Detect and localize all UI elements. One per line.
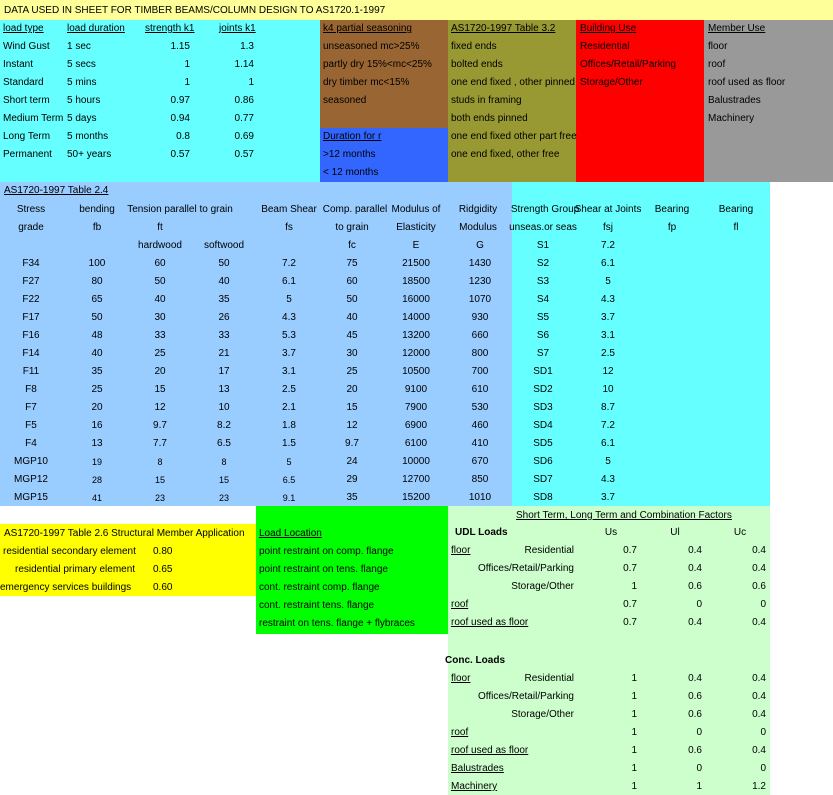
- application-factor: 0.80: [153, 546, 173, 557]
- table24-value: 6100: [404, 438, 428, 449]
- load-type-name: Standard: [3, 77, 44, 88]
- table24-value: 65: [91, 294, 103, 305]
- table24-value: 3.1: [282, 366, 296, 377]
- joints-k1: 1.3: [240, 41, 254, 52]
- table24-value: 1430: [468, 258, 492, 269]
- table24-value: 2.1: [282, 402, 296, 413]
- table24-value: 12700: [402, 474, 430, 485]
- table24-value: 75: [346, 258, 358, 269]
- strength-group: S3: [536, 276, 550, 287]
- conc-loads-title: Conc. Loads: [445, 655, 506, 666]
- duration-item: < 12 months: [323, 167, 379, 178]
- factor-member: Balustrades: [451, 763, 504, 774]
- stress-grade: F11: [22, 366, 40, 377]
- table24-value: 15: [346, 402, 358, 413]
- table24-subheader: to grain: [335, 222, 369, 233]
- table24-value: 23: [154, 493, 165, 503]
- factor-member: roof: [451, 599, 469, 610]
- factor-use: Storage/Other: [511, 581, 574, 592]
- fsj-value: 12: [602, 366, 614, 377]
- fsj-value: 3.7: [601, 312, 615, 323]
- table24-value: 16: [91, 420, 103, 431]
- table24-header: Comp. parallel: [322, 204, 388, 215]
- table24-value: 6.5: [217, 438, 231, 449]
- table24-value: 20: [346, 384, 358, 395]
- factor-us: 1: [631, 727, 637, 738]
- k4-item: dry timber mc<15%: [323, 77, 410, 88]
- k4-panel: [320, 20, 448, 128]
- table24-value: 7900: [404, 402, 428, 413]
- stress-grade: F4: [25, 438, 37, 449]
- load-type-name: Permanent: [3, 149, 52, 160]
- factor-use: Offices/Retail/Parking: [478, 563, 574, 574]
- k4-item: seasoned: [323, 95, 367, 106]
- strength-k1: 1: [184, 59, 190, 70]
- strength-group: SD8: [533, 492, 553, 503]
- table24-value: 26: [218, 312, 230, 323]
- strength-k1: 0.97: [170, 95, 190, 106]
- factor-us: 1: [631, 781, 637, 792]
- strength-group: SD7: [533, 474, 553, 485]
- table24-subheader: ft: [157, 222, 163, 233]
- load-type-name: Medium Term: [3, 113, 64, 124]
- fsj-value: 7.2: [601, 420, 615, 431]
- factor-ul: 0.4: [688, 545, 702, 556]
- table24-value: 6.1: [282, 276, 296, 287]
- table24-value: 17: [218, 366, 230, 377]
- factor-uc: 0.4: [752, 617, 766, 628]
- member-application: emergency services buildings: [0, 582, 132, 593]
- table24-value: 50: [218, 258, 230, 269]
- fsj-value: 3.7: [601, 492, 615, 503]
- member-use-item: floor: [708, 41, 728, 52]
- fsj-value: 10: [602, 384, 614, 395]
- member-use-item: roof: [708, 59, 726, 70]
- table24-subheader: grade: [18, 222, 44, 233]
- table24-value: 7.7: [153, 438, 167, 449]
- k4-item: unseasoned mc>25%: [323, 41, 420, 52]
- factor-member: Machinery: [451, 781, 498, 792]
- load-location-item: point restraint on tens. flange: [259, 564, 388, 575]
- table32-item: studs in framing: [451, 95, 522, 106]
- table24-value: 40: [154, 294, 166, 305]
- joints-k1: 1: [248, 77, 254, 88]
- table24-header: Ridgidity: [458, 204, 498, 215]
- table24-value: 7.2: [282, 258, 296, 269]
- table24-value: 30: [154, 312, 166, 323]
- factor-uc: 0.4: [752, 563, 766, 574]
- load-duration: 5 days: [67, 113, 97, 124]
- factor-us: 0.7: [623, 545, 637, 556]
- load-location-item: cont. restraint tens. flange: [259, 600, 375, 611]
- table24-value: 21500: [402, 258, 430, 269]
- strength-group: SD1: [533, 366, 553, 377]
- table24-header: Strength Group: [510, 204, 580, 215]
- stress-grade: MGP15: [14, 492, 48, 503]
- table24-header: Stress: [16, 204, 46, 215]
- table24-value: 15200: [402, 492, 430, 503]
- factor-us: 0.7: [623, 617, 637, 628]
- table24-value: 35: [218, 294, 230, 305]
- stress-grade: F7: [25, 402, 37, 413]
- table24-subheader: hardwood: [138, 240, 182, 251]
- table24-value: 15: [218, 475, 229, 485]
- duration-header: Duration for r: [323, 131, 382, 142]
- load-type-name: Long Term: [3, 131, 51, 142]
- table24-value: 48: [91, 330, 103, 341]
- factor-ul: 0.4: [688, 563, 702, 574]
- strength-group: SD4: [533, 420, 553, 431]
- table24-value: 29: [346, 474, 358, 485]
- table24-value: 18500: [402, 276, 430, 287]
- table24-value: 33: [218, 330, 230, 341]
- load-location-item: cont. restraint comp. flange: [259, 582, 380, 593]
- table24-value: 9100: [404, 384, 428, 395]
- building-use-item: Offices/Retail/Parking: [580, 59, 676, 70]
- factor-uc: 0.4: [752, 745, 766, 756]
- strength-group: SD3: [533, 402, 553, 413]
- load-type-name: Wind Gust: [3, 41, 50, 52]
- factor-ul: 0: [696, 763, 702, 774]
- building-use-item: Storage/Other: [580, 77, 643, 88]
- table24-value: 30: [346, 348, 358, 359]
- fsj-value: 4.3: [601, 474, 615, 485]
- table24-value: 25: [346, 366, 358, 377]
- table24-header: bending: [79, 204, 115, 215]
- table24-value: 16000: [402, 294, 430, 305]
- strength-group: S2: [536, 258, 550, 269]
- table24-value: 13: [218, 384, 230, 395]
- joints-k1: 0.69: [234, 131, 254, 142]
- stress-grade: MGP12: [14, 474, 48, 485]
- k4-header: k4 partial seasoning: [323, 23, 412, 34]
- stress-grade: F8: [25, 384, 37, 395]
- table24-value: 21: [218, 348, 230, 359]
- factor-uc: 0.4: [752, 673, 766, 684]
- load-type-header: load type: [3, 23, 44, 34]
- stress-grade: MGP10: [14, 456, 48, 467]
- member-use-item: Machinery: [708, 113, 755, 124]
- table24-value: 1.8: [282, 420, 296, 431]
- application-factor: 0.60: [153, 582, 173, 593]
- table24-value: 10: [218, 402, 230, 413]
- member-use-item: roof used as floor: [708, 77, 786, 88]
- table24-value: 40: [346, 312, 358, 323]
- table24-value: 700: [471, 366, 489, 377]
- table24-value: 23: [218, 493, 229, 503]
- table24-subheader: E: [412, 240, 420, 251]
- table24-value: 5: [286, 294, 292, 305]
- table24-subheader: fs: [285, 222, 293, 233]
- table24-value: 15: [154, 384, 166, 395]
- factor-ul: 0.4: [688, 617, 702, 628]
- table24-value: 530: [471, 402, 489, 413]
- table24-value: 25: [154, 348, 166, 359]
- udl-loads-title: UDL Loads: [455, 527, 508, 538]
- table24-value: 19: [91, 457, 102, 467]
- strength-group: S7: [536, 348, 550, 359]
- table24-value: 1010: [468, 492, 492, 503]
- table24-value: 20: [154, 366, 166, 377]
- table32-item: both ends pinned: [451, 113, 528, 124]
- fsj-value: 4.3: [601, 294, 615, 305]
- table32-item: one end fixed , other pinned: [451, 77, 575, 88]
- member-use-item: Balustrades: [708, 95, 761, 106]
- factor-use: Offices/Retail/Parking: [478, 691, 574, 702]
- table24-value: 2.5: [282, 384, 296, 395]
- table24-subheader: fp: [667, 222, 677, 233]
- table24-value: 41: [91, 493, 102, 503]
- load-type-header: joints k1: [219, 23, 256, 34]
- table24-value: 4.3: [282, 312, 296, 323]
- joints-k1: 1.14: [234, 59, 254, 70]
- table24-value: 40: [218, 276, 230, 287]
- table32-item: one end fixed, other free: [451, 149, 560, 160]
- sheet-title: DATA USED IN SHEET FOR TIMBER BEAMS/COLUMN DESIGN TO AS1720.1-1997: [4, 5, 386, 16]
- table24-value: 28: [91, 475, 102, 485]
- factor-us: 1: [631, 691, 637, 702]
- table24-value: 13200: [402, 330, 430, 341]
- joints-k1: 0.57: [234, 149, 254, 160]
- joints-k1: 0.77: [234, 113, 254, 124]
- table24-subheader: G: [476, 240, 484, 251]
- factor-ul: 0.6: [688, 691, 702, 702]
- table24-value: 80: [91, 276, 103, 287]
- table32-item: one end fixed other part free: [451, 131, 577, 142]
- load-type-name: Short term: [3, 95, 50, 106]
- table24-subheader: softwood: [203, 240, 245, 251]
- factor-ul: 0.6: [688, 581, 702, 592]
- joints-k1: 0.86: [234, 95, 254, 106]
- table24-subheader: Modulus: [459, 222, 497, 233]
- load-duration: 5 months: [67, 131, 109, 142]
- factor-uc: 0: [760, 763, 766, 774]
- strength-k1: 0.94: [170, 113, 190, 124]
- fsj-value: 5: [605, 456, 611, 467]
- factor-us: 1: [631, 745, 637, 756]
- table24-value: 6900: [404, 420, 428, 431]
- table24-header: Beam Shear: [261, 204, 317, 215]
- factor-member: roof: [451, 727, 469, 738]
- load-location-header: Load Location: [259, 528, 322, 539]
- stress-grade: F16: [22, 330, 40, 341]
- factor-ul: 0: [696, 599, 702, 610]
- k4-item: partly dry 15%<mc<25%: [323, 59, 432, 70]
- factor-use: Residential: [524, 545, 574, 556]
- stress-grade: F17: [22, 312, 40, 323]
- fsj-value: 6.1: [601, 438, 615, 449]
- table24-value: 24: [346, 456, 358, 467]
- stress-grade: F34: [22, 258, 40, 269]
- factor-uc: 0.4: [752, 691, 766, 702]
- factor-uc: 1.2: [752, 781, 766, 792]
- table24-value: 660: [471, 330, 489, 341]
- table24-value: 50: [91, 312, 103, 323]
- table24-value: 14000: [402, 312, 430, 323]
- factors-title: Short Term, Long Term and Combination Factors: [516, 510, 732, 521]
- table24-value: 670: [471, 456, 489, 467]
- stress-grade: F22: [22, 294, 40, 305]
- factor-use: Residential: [524, 673, 574, 684]
- table24-value: 60: [154, 258, 166, 269]
- fsj-value: 8.7: [601, 402, 615, 413]
- table24-value: 1070: [468, 294, 492, 305]
- load-type-name: Instant: [3, 59, 34, 70]
- table24-subheader: fl: [733, 222, 739, 233]
- table24-value: 3.7: [282, 348, 296, 359]
- table24-header: Shear at Joints: [574, 204, 642, 215]
- table24-value: 33: [154, 330, 166, 341]
- table26-title: AS1720-1997 Table 2.6 Structural Member Application: [4, 528, 245, 539]
- member-application: residential primary element: [15, 564, 136, 575]
- load-location-item: restraint on tens. flange + flybraces: [259, 618, 415, 629]
- factor-ul: 0: [696, 727, 702, 738]
- fsj-value: 3.1: [601, 330, 615, 341]
- table24-value: 40: [91, 348, 103, 359]
- factor-member: roof used as floor: [451, 745, 529, 756]
- factor-member: floor: [451, 673, 471, 684]
- strength-k1: 1: [184, 77, 190, 88]
- table24-value: 610: [471, 384, 489, 395]
- strength-group: SD5: [533, 438, 553, 449]
- load-duration: 50+ years: [67, 149, 112, 160]
- table24-value: 8: [157, 457, 163, 467]
- table24-value: 25: [91, 384, 103, 395]
- stress-grade: F14: [22, 348, 40, 359]
- load-type-header: strength k1: [145, 23, 195, 34]
- strength-k1: 0.57: [170, 149, 190, 160]
- member-use-header: Member Use: [708, 23, 766, 34]
- load-duration: 5 mins: [67, 77, 97, 88]
- factor-ul: 0.4: [688, 673, 702, 684]
- factor-us: 0.7: [623, 599, 637, 610]
- table24-title: AS1720-1997 Table 2.4: [4, 185, 109, 196]
- table24-value: 35: [91, 366, 103, 377]
- factor-us: 1: [631, 581, 637, 592]
- strength-group: S6: [536, 330, 550, 341]
- table32-item: bolted ends: [451, 59, 503, 70]
- table24-header: Modulus of: [391, 204, 441, 215]
- table24-value: 50: [346, 294, 358, 305]
- table24-value: 12: [154, 402, 166, 413]
- strength-group: S5: [536, 312, 550, 323]
- load-duration: 5 secs: [67, 59, 96, 70]
- load-type-header: load duration: [67, 23, 125, 34]
- duration-item: >12 months: [323, 149, 376, 160]
- table24-subheader: Elasticity: [396, 222, 436, 233]
- table24-value: 10500: [402, 366, 430, 377]
- table24-value: 1230: [468, 276, 492, 287]
- factor-ul: 0.6: [688, 709, 702, 720]
- table24-value: 5: [286, 457, 292, 467]
- table24-value: 850: [471, 474, 489, 485]
- factor-use: Storage/Other: [511, 709, 574, 720]
- table24-value: 9.7: [153, 420, 167, 431]
- table24-subheader: fsj: [603, 222, 613, 233]
- stress-grade: F5: [25, 420, 37, 431]
- table24-subheader: unseas.or seas: [509, 222, 577, 233]
- table24-value: 45: [346, 330, 358, 341]
- application-factor: 0.65: [153, 564, 173, 575]
- load-location-item: point restraint on comp. flange: [259, 546, 394, 557]
- building-use-header: Building Use: [580, 23, 637, 34]
- strength-group: SD2: [533, 384, 553, 395]
- table24-value: 20: [91, 402, 103, 413]
- table32-item: fixed ends: [451, 41, 497, 52]
- factor-us: 1: [631, 673, 637, 684]
- table24-value: 9.1: [282, 493, 296, 503]
- factor-uc: 0.6: [752, 581, 766, 592]
- table24-value: 410: [471, 438, 489, 449]
- factor-uc: 0.4: [752, 709, 766, 720]
- factor-col-header: Us: [604, 527, 618, 538]
- load-duration: 5 hours: [67, 95, 101, 106]
- fsj-value: 2.5: [601, 348, 615, 359]
- load-duration: 1 sec: [67, 41, 91, 52]
- factor-us: 1: [631, 709, 637, 720]
- table32-header: AS1720-1997 Table 3.2: [451, 23, 556, 34]
- table24-value: 15: [154, 475, 165, 485]
- factor-us: 1: [631, 763, 637, 774]
- factor-ul: 1: [696, 781, 702, 792]
- factor-uc: 0.4: [752, 545, 766, 556]
- strength-group: SD6: [533, 456, 553, 467]
- fsj-value: 7.2: [601, 240, 615, 251]
- table24-value: 50: [154, 276, 166, 287]
- table24-value: 8: [221, 457, 227, 467]
- table24-header: Tension parallel to grain: [127, 204, 233, 215]
- factor-member: floor: [451, 545, 471, 556]
- table24-value: 13: [91, 438, 103, 449]
- table24-subheader: fc: [348, 240, 356, 251]
- strength-k1: 1.15: [170, 41, 190, 52]
- table24-value: 930: [471, 312, 489, 323]
- table24-value: 100: [88, 258, 106, 269]
- stress-grade: F27: [22, 276, 40, 287]
- table24-value: 5.3: [282, 330, 296, 341]
- factor-member: roof used as floor: [451, 617, 529, 628]
- table24-value: 6.5: [282, 475, 296, 485]
- table24-value: 800: [471, 348, 489, 359]
- table24-value: 1.5: [282, 438, 296, 449]
- table24-value: 35: [346, 492, 358, 503]
- factor-col-header: Uc: [733, 527, 747, 538]
- table24-value: 60: [346, 276, 358, 287]
- factor-uc: 0: [760, 599, 766, 610]
- table24-value: 8.2: [217, 420, 231, 431]
- table24-value: 9.7: [345, 438, 359, 449]
- member-application: residential secondary element: [3, 546, 136, 557]
- table24-subheader: fb: [92, 222, 102, 233]
- table24-header: Bearing: [654, 204, 690, 215]
- strength-k1: 0.8: [176, 131, 190, 142]
- fsj-value: 5: [605, 276, 611, 287]
- table24-value: 460: [471, 420, 489, 431]
- factor-ul: 0.6: [688, 745, 702, 756]
- factor-uc: 0: [760, 727, 766, 738]
- strength-group: S4: [536, 294, 550, 305]
- strength-group: S1: [536, 240, 550, 251]
- factor-us: 0.7: [623, 563, 637, 574]
- table24-value: 12000: [402, 348, 430, 359]
- table24-header: Bearing: [718, 204, 754, 215]
- factor-col-header: Ul: [670, 527, 680, 538]
- table24-value: 10000: [402, 456, 430, 467]
- table24-value: 12: [346, 420, 358, 431]
- building-use-item: Residential: [580, 41, 630, 52]
- fsj-value: 6.1: [601, 258, 615, 269]
